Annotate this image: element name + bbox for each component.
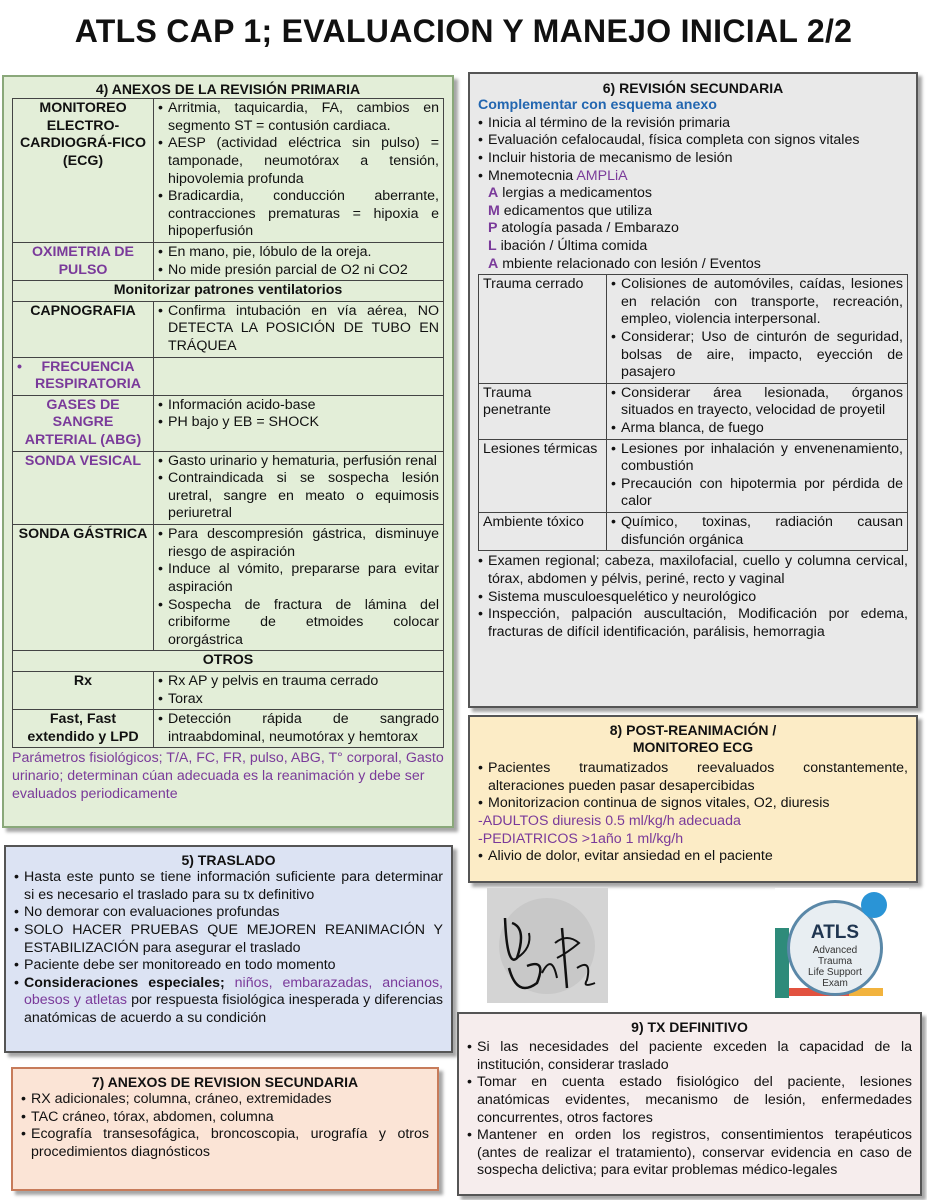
dra-darks-logo: [487, 888, 608, 1003]
list-item: • Pacientes traumatizados reevaluados constantemente, alteraciones pueden pasar desapercibidas: [478, 760, 908, 795]
list-item: • Examen regional; cabeza, maxilofacial, cuello y columna cervical, tórax, abdomen y pélvis, periné, recto y vaginal: [478, 553, 908, 588]
row-label: GASES DE SANGRE ARTERIAL (ABG): [13, 395, 154, 451]
section-row: Monitorizar patrones ventilatorios: [13, 281, 444, 302]
section-post-reanimacion: [468, 715, 918, 883]
list-item: • Induce al vómito, prepararse para evitar aspiración: [158, 561, 439, 596]
atls-exam-logo: [775, 888, 909, 1006]
section-anexos-revision-primaria: [2, 75, 454, 828]
list-item: • Detección rápida de sangrado intraabdominal, neumotórax y hemtorax: [158, 711, 439, 746]
list-item: • Confirma intubación en vía aérea, NO DETECTA LA POSICIÓN DE TUBO EN TRÁQUEA: [158, 303, 439, 356]
list-item: • AESP (actividad eléctrica sin pulso) = tamponade, neumotórax a tensión, hipovolemia profunda: [158, 135, 439, 188]
row-label: CAPNOGRAFIA: [13, 301, 154, 357]
list-item: • Alivio de dolor, evitar ansiedad en el paciente: [478, 848, 908, 866]
list-item: • Mantener en orden los registros, consentimientos terapéuticos (antes de realizar el tratamiento), conservar evidencia en caso de sospecha delictiva; para evitar problemas médico-legales: [467, 1127, 912, 1180]
amplia-item: A lergias a medicamentos: [488, 185, 653, 202]
page-title: ATLS CAP 1; EVALUACION Y MANEJO INICIAL 2/2: [74, 13, 853, 49]
table-row: [13, 710, 444, 748]
amplia-item: M edicamentos que utiliza: [488, 202, 653, 219]
row-label: OXIMETRIA DE PULSO: [13, 242, 154, 280]
list-item: • Considerar; Uso de cinturón de seguridad, bolsas de aire, impacto, eyección de pasajero: [611, 329, 903, 382]
section-tx-definitivo: [457, 1012, 922, 1196]
adultos-note: -ADULTOS diuresis 0.5 ml/kg/h adecuada: [478, 812, 741, 829]
section-heading: 8) POST-REANIMACIÓN / MONITOREO ECG: [609, 722, 777, 756]
atls-badge: ATLS Advanced Trauma Life Support Exam: [787, 900, 883, 996]
list-item: • Evaluación cefalocaudal, física completa con signos vitales: [478, 132, 908, 150]
special-rest: por respuesta fisiológica inesperada y diferencias anatómicas de acuerdo a su condición: [24, 992, 443, 1026]
traslado-list: [14, 869, 443, 1027]
pediatricos-note: -PEDIATRICOS >1año 1 ml/kg/h: [478, 830, 684, 847]
row-label: • FRECUENCIA RESPIRATORIA: [17, 359, 149, 394]
list-item: • Químico, toxinas, radiación causan disfunción orgánica: [611, 514, 903, 549]
table-row: [13, 281, 444, 302]
list-item: • Colisiones de automóviles, caídas, lesiones en relación con transporte, recreación, empleo, violencia interpersonal.: [611, 276, 903, 329]
row-label: SONDA VESICAL: [13, 451, 154, 524]
table-row: [13, 451, 444, 524]
special-bold: Consideraciones especiales;: [24, 974, 225, 991]
section-heading: 5) TRASLADO: [181, 852, 276, 868]
row-label: Trauma penetrante: [479, 383, 607, 439]
list-item: • Lesiones por inhalación y envenenamiento, combustión: [611, 441, 903, 476]
list-item: • TAC cráneo, tórax, abdomen, columna: [21, 1109, 429, 1127]
row-label: Ambiente tóxico: [479, 513, 607, 551]
section-heading: 7) ANEXOS DE REVISION SECUNDARIA: [91, 1074, 359, 1090]
list-item: • Sistema musculoesquelético y neurológico: [478, 589, 908, 607]
post-reanimacion-list: [478, 760, 908, 813]
list-item: • Arritmia, taquicardia, FA, cambios en segmento ST = contusión cardiaca.: [158, 100, 439, 135]
list-item: • Torax: [158, 691, 439, 709]
section-heading: 4) ANEXOS DE LA REVISIÓN PRIMARIA: [95, 81, 361, 97]
list-item: • No demorar con evaluaciones profundas: [14, 904, 443, 922]
list-item: • PH bajo y EB = SHOCK: [158, 414, 439, 432]
list-item: • No mide presión parcial de O2 ni CO2: [158, 262, 439, 280]
revision-secundaria-list: [478, 115, 908, 185]
amplia-item: A mbiente relacionado con lesión / Eventos: [488, 255, 761, 272]
person-icon: [861, 892, 887, 918]
list-item: • SOLO HACER PRUEBAS QUE MEJOREN REANIMACIÓN Y ESTABILIZACIÓN para asegurar el traslado: [14, 922, 443, 957]
list-item: • Ecografía transesofágica, broncoscopia, urografía y otros procedimientos diagnósticos: [21, 1126, 429, 1161]
list-item: • Hasta este punto se tiene información suficiente para determinar si es necesario el traslado para su tx definitivo: [14, 869, 443, 904]
list-item: • Información acido-base: [158, 397, 439, 415]
table-row: [479, 513, 908, 551]
tx-definitivo-list: [467, 1039, 912, 1180]
table-row: [13, 357, 444, 395]
table-row: [13, 99, 444, 243]
list-item: • En mano, pie, lóbulo de la oreja.: [158, 244, 439, 262]
list-item: • Inicia al término de la revisión primaria: [478, 115, 908, 133]
list-item: • Sospecha de fractura de lámina del cribiforme de etmoides colocar ororgástrica: [158, 597, 439, 650]
list-item: • Contraindicada si se sospecha lesión uretral, sangre en meato o equimosis periuretral: [158, 470, 439, 523]
section-revision-secundaria: [468, 72, 918, 708]
section-subheading: Complementar con esquema anexo: [478, 97, 717, 114]
table-row: [13, 301, 444, 357]
list-item: [478, 168, 908, 186]
list-item: • Incluir historia de mecanismo de lesión: [478, 150, 908, 168]
list-item: • Precaución con hipotermia por pérdida de calor: [611, 476, 903, 511]
row-label: Rx: [13, 671, 154, 709]
table-row: [13, 242, 444, 280]
table-row: [13, 525, 444, 651]
list-item: • Paciente debe ser monitoreado en todo momento: [14, 957, 443, 975]
row-label: Fast, Fast extendido y LPD: [13, 710, 154, 748]
list-item: • Rx AP y pelvis en trauma cerrado: [158, 673, 439, 691]
special-groups: niños, embarazadas, ancianos, obesos y atletas: [24, 974, 443, 1009]
list-item: [14, 975, 443, 1028]
section-heading: 6) REVISIÓN SECUNDARIA: [602, 80, 784, 96]
section-heading: 9) TX DEFINITIVO: [631, 1019, 748, 1035]
section-anexos-revision-secundaria: [11, 1067, 439, 1191]
row-label: Trauma cerrado: [479, 275, 607, 384]
list-item: • Monitorizacion continua de signos vitales, O2, diuresis: [478, 795, 908, 813]
anexos-secundaria-list: [21, 1091, 429, 1161]
list-item: • Inspección, palpación auscultación, Modificación por edema, fracturas de difícil identificación, parálisis, hemorragia: [478, 606, 908, 641]
amplia-list: [478, 185, 908, 273]
table-row: [479, 383, 908, 439]
section-footer-note: Parámetros fisiológicos; T/A, FC, FR, pulso, ABG, T° corporal, Gasto urinario; determinan cúan adecuada es la reanimación y debe ser evaluados periodicamente: [12, 750, 444, 802]
mechanism-table: [478, 274, 908, 551]
row-label: MONITOREO ELECTRO-CARDIOGRÁ-FICO (ECG): [13, 99, 154, 243]
table-row: [13, 671, 444, 709]
signature-logo-icon: [487, 888, 608, 1003]
amplia-item: L ibación / Última comida: [488, 237, 648, 254]
table-row: [479, 439, 908, 512]
list-item: • RX adicionales; columna, cráneo, extremidades: [21, 1091, 429, 1109]
list-item: • Bradicardia, conducción aberrante, contracciones prematuras = hipoxia e hipoperfusión: [158, 188, 439, 241]
list-item: • Gasto urinario y hematuria, perfusión renal: [158, 453, 439, 471]
table-row: [479, 275, 908, 384]
row-label: Lesiones térmicas: [479, 439, 607, 512]
row-label: SONDA GÁSTRICA: [13, 525, 154, 651]
table-row: [13, 395, 444, 451]
revision-secundaria-list-2: [478, 553, 908, 641]
list-item: • Tomar en cuenta estado fisiológico del paciente, lesiones anatómicas evidentes, mecanismo de lesión, enfermedades concurrentes, otros factores: [467, 1074, 912, 1127]
table-row: [13, 651, 444, 672]
list-item: • Si las necesidades del paciente exceden la capacidad de la institución, considerar traslado: [467, 1039, 912, 1074]
list-item: • Arma blanca, de fuego: [611, 420, 903, 438]
list-item: • Considerar área lesionada, órganos situados en trayecto, velocidad de proyetil: [611, 385, 903, 420]
mnemonic-word: AMPLiA: [576, 167, 628, 184]
amplia-item: P atología pasada / Embarazo: [488, 220, 679, 237]
section-row: OTROS: [13, 651, 444, 672]
list-item: • Para descompresión gástrica, disminuye riesgo de aspiración: [158, 526, 439, 561]
mnemonic-prefix: Mnemotecnia: [488, 167, 577, 184]
section-traslado: [4, 845, 453, 1053]
anexos-table: [12, 98, 444, 748]
